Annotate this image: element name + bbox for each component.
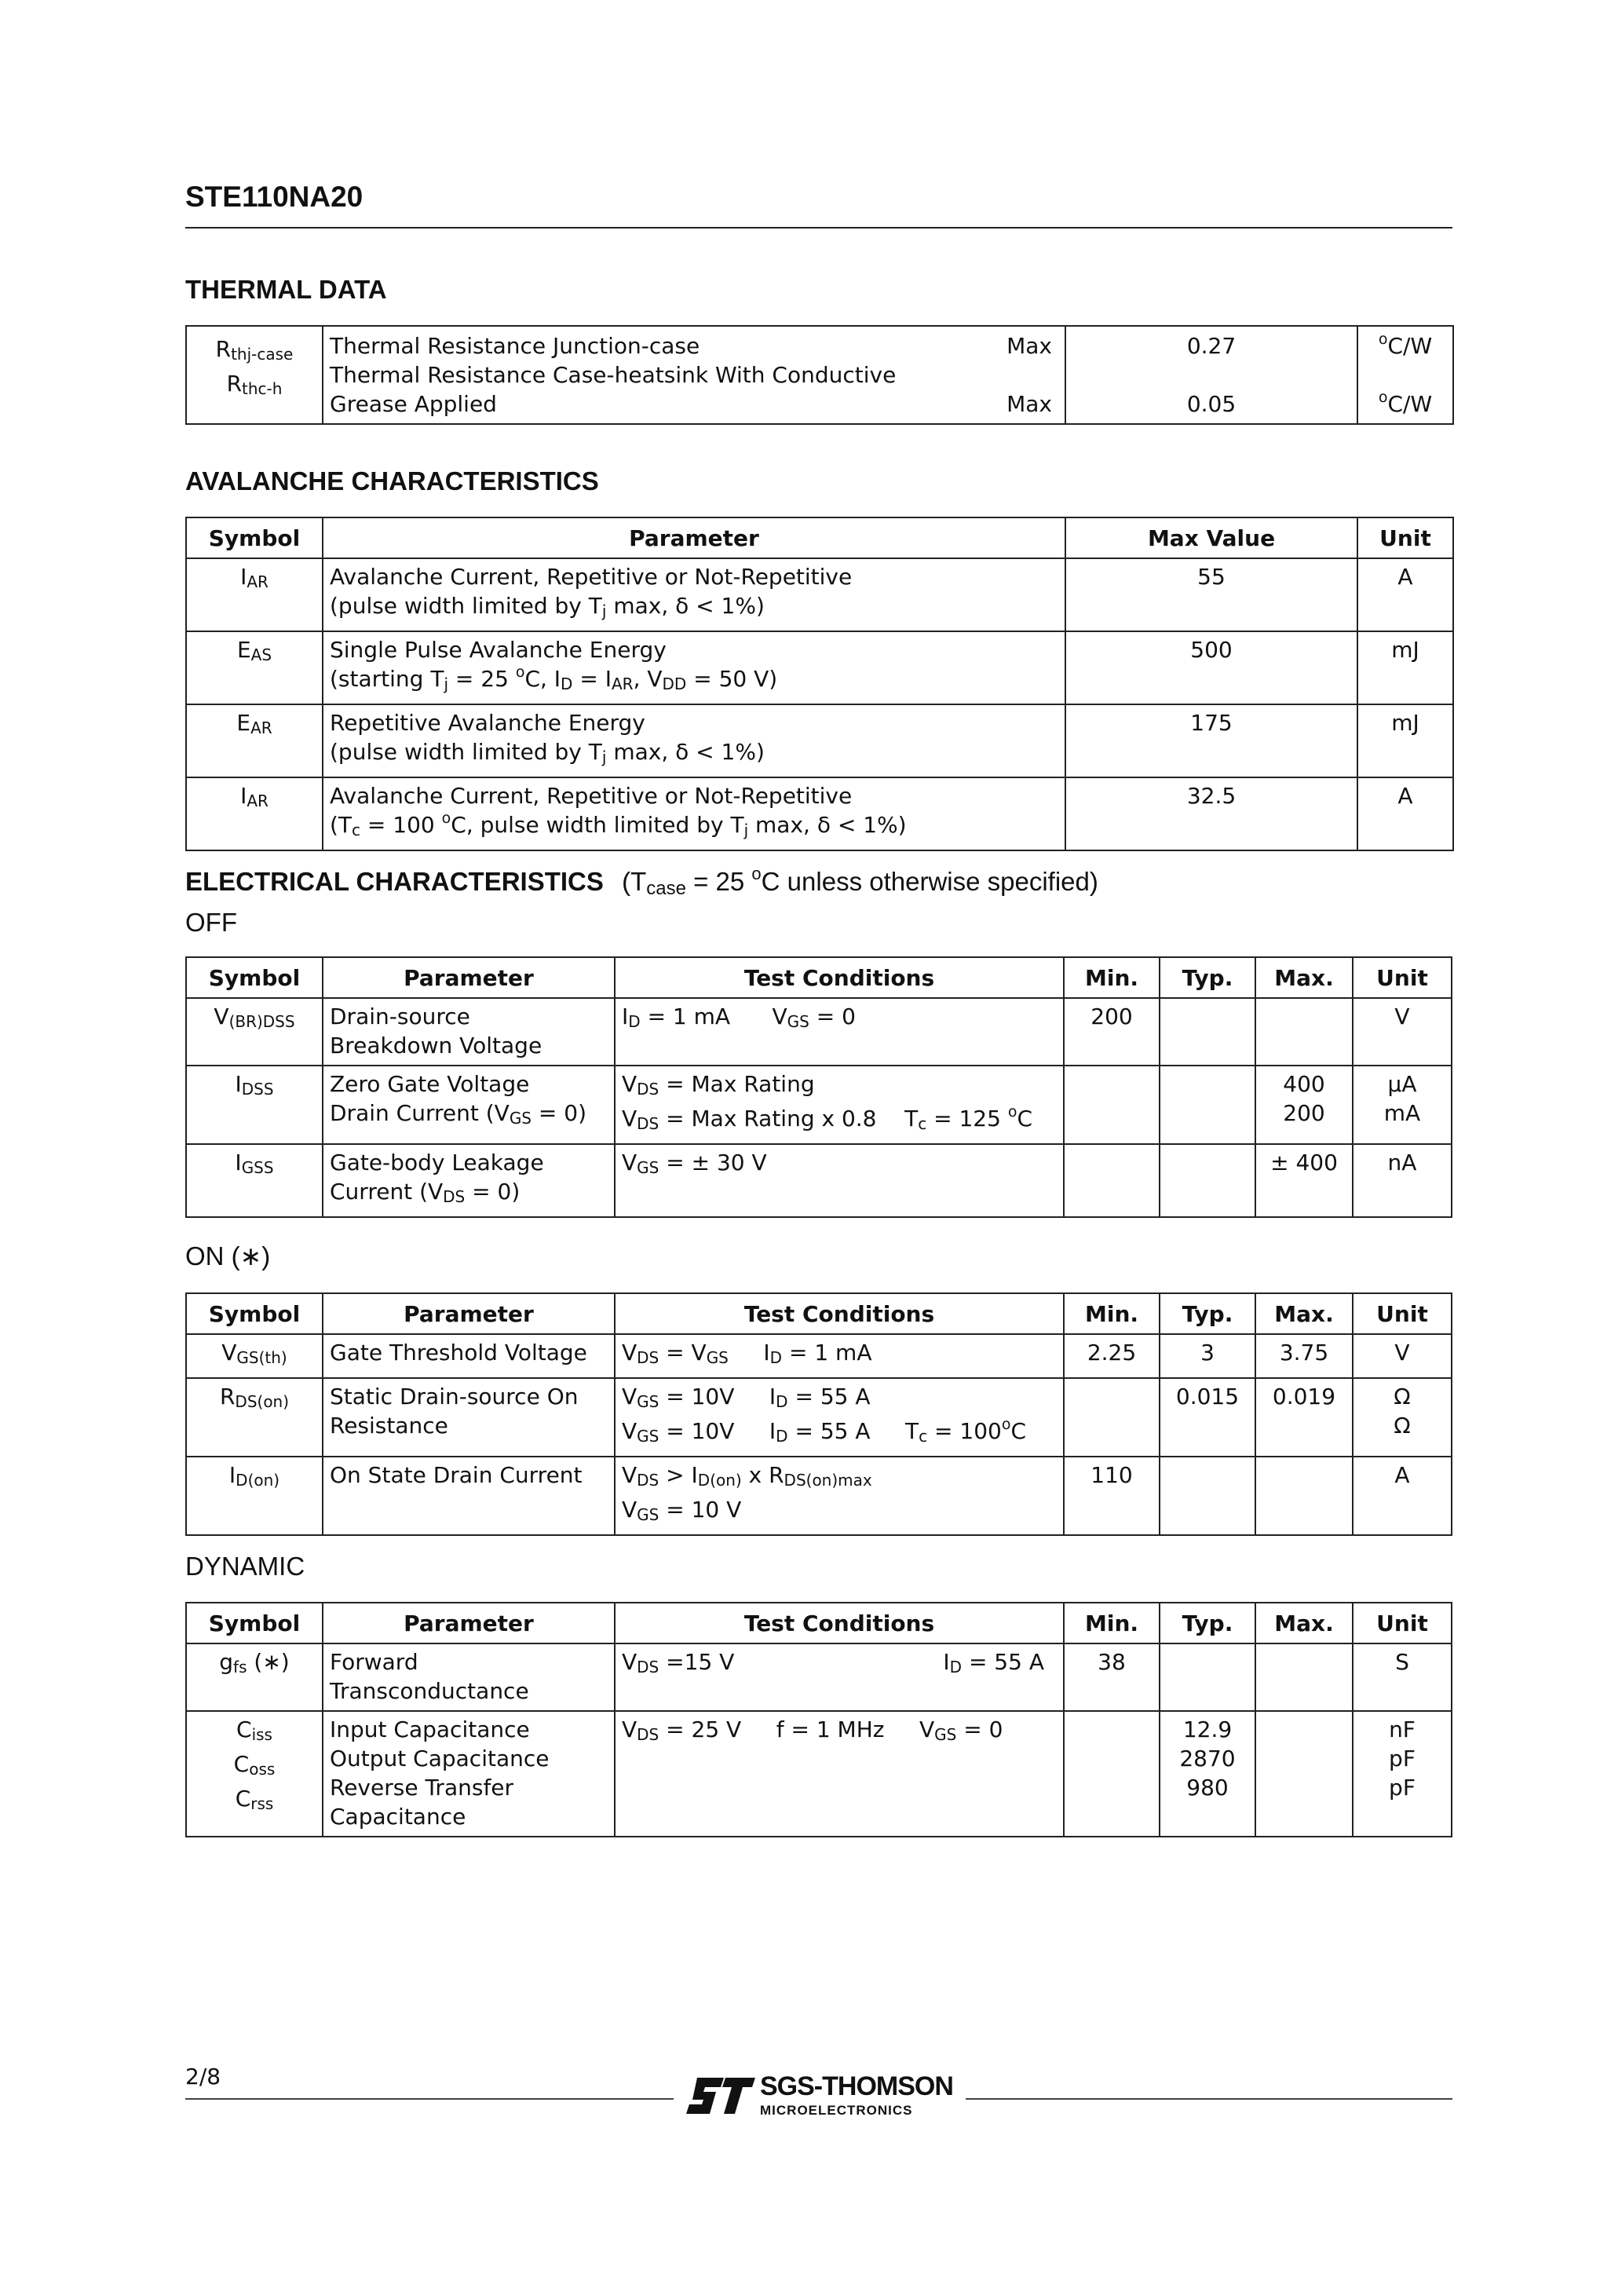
table-row: IDSS Zero Gate Voltage Drain Current (VGS = 0) VDS = Max Rating VDS = Max Rating x 0.8 Tc = 125 $^o$C 400 200 μA mA: [186, 1066, 1452, 1144]
dynamic-table: [185, 1602, 1452, 1837]
symbol-cell: Rthj-case Rthc-h: [186, 326, 323, 424]
table-row: IGSS Gate-body Leakage Current (VDS = 0) VGS = ± 30 V ± 400 nA: [186, 1144, 1452, 1217]
header-rule: [185, 227, 1452, 229]
brand-name: SGS-THOMSON: [760, 2071, 953, 2101]
table-header-row: Symbol Parameter Test Conditions Min. Typ. Max. Unit: [186, 1293, 1452, 1334]
table-row: RDS(on) Static Drain-source On Resistance VGS = 10V ID = 55 A VGS = 10V ID = 55 A $Tc = 100^oC$ 0.015 0.019 Ω Ω: [186, 1378, 1452, 1457]
thermal-section-title: THERMAL DATA: [185, 275, 387, 304]
off-subsection-title: OFF: [185, 908, 237, 937]
thermal-table: [185, 325, 1454, 425]
table-row: V(BR)DSS Drain-source Breakdown Voltage ID = 1 mA VGS = 0 200 V: [186, 998, 1452, 1066]
table-row: IAR Avalanche Current, Repetitive or Not-Repetitive (Tc = 100 $^o$C, pulse width limited by Tj max, δ < 1%) 32.5 A: [186, 777, 1453, 850]
on-subsection-title: ON (∗): [185, 1241, 271, 1270]
part-number-title: STE110NA20: [185, 181, 363, 213]
table-row: EAS Single Pulse Avalanche Energy (starting Tj = 25 $^o$C, ID = IAR, VDD = 50 V) 500 mJ: [186, 631, 1453, 704]
table-row: IAR Avalanche Current, Repetitive or Not-Repetitive (pulse width limited by Tj max, δ < 1%) 55 A: [186, 558, 1453, 631]
unit-cell: $^o$C/W $^o$C/W: [1357, 326, 1453, 424]
table-header-row: Symbol Parameter Test Conditions Min. Typ. Max. Unit: [186, 957, 1452, 998]
parameter-cell: Thermal Resistance Junction-case Thermal Resistance Case-heatsink With Conductive Grease Applied Max Max: [323, 326, 1065, 424]
col-header-max-value: Max Value: [1065, 517, 1357, 558]
table-row: Ciss Coss Crss Input Capacitance Output Capacitance Reverse Transfer Capacitance VDS = 25 V f = 1 MHz VGS = 0 12.9 2870 980 nF pF pF: [186, 1711, 1452, 1837]
electrical-section-title: ELECTRICAL CHARACTERISTICS (Tcase = 25 $^o$C unless otherwise specified): [185, 864, 1098, 899]
table-row: VGS(th) Gate Threshold Voltage VDS = VGS ID = 1 mA 2.25 3 3.75 V: [186, 1334, 1452, 1378]
page-number: 2/8: [185, 2064, 221, 2089]
off-table: [185, 956, 1452, 1218]
table-row: ID(on) On State Drain Current VDS > ID(on) x RDS(on)max VGS = 10 V 110 A: [186, 1457, 1452, 1535]
dynamic-subsection-title: DYNAMIC: [185, 1552, 305, 1581]
brand-subtitle: MICROELECTRONICS: [760, 2103, 913, 2118]
table-row: EAR Repetitive Avalanche Energy (pulse width limited by Tj max, δ < 1%) 175 mJ: [186, 704, 1453, 777]
avalanche-table: [185, 517, 1454, 851]
table-header-row: Symbol Parameter Test Conditions Min. Typ. Max. Unit: [186, 1603, 1452, 1643]
table-row: [186, 326, 1453, 424]
st-logo-icon: [686, 2076, 757, 2117]
col-header-unit: Unit: [1357, 517, 1453, 558]
col-header-symbol: Symbol: [186, 517, 323, 558]
footer-rule-left: [185, 2098, 674, 2100]
table-row: gfs (∗) Forward Transconductance VDS =15 V ID = 55 A 38 S: [186, 1643, 1452, 1711]
on-table: [185, 1292, 1452, 1536]
value-cell: 0.27 0.05: [1065, 326, 1357, 424]
footer-rule-right: [966, 2098, 1452, 2100]
avalanche-section-title: AVALANCHE CHARACTERISTICS: [185, 466, 599, 495]
table-header-row: [186, 517, 1453, 558]
col-header-parameter: Parameter: [323, 517, 1065, 558]
